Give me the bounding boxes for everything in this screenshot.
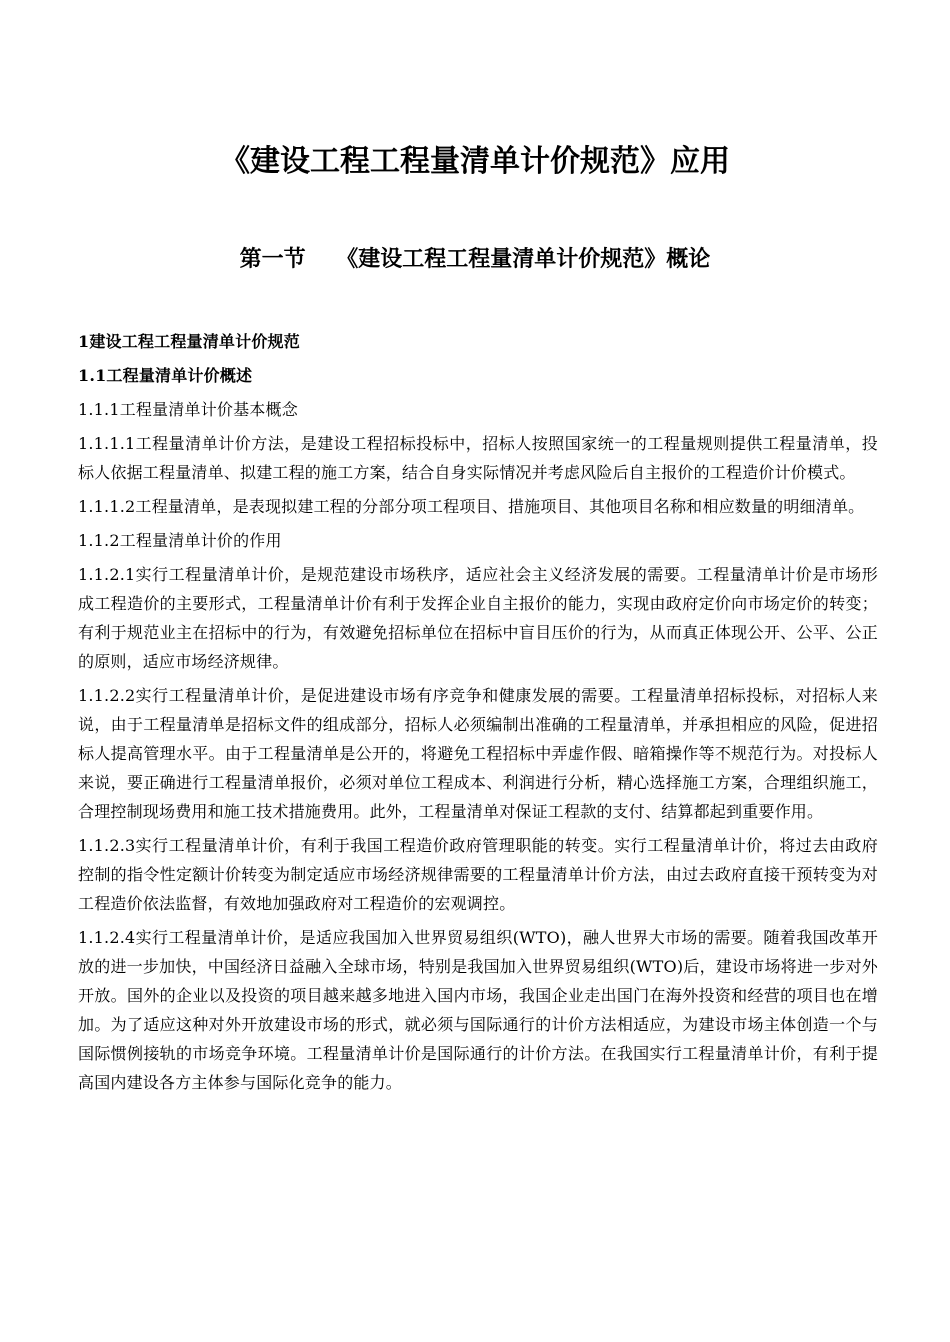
paragraph: 1.1.2.1实行工程量清单计价，是规范建设市场秩序，适应社会主义经济发展的需要。工程量清单计价是市场形成工程造价的主要形式，工程量清单计价有利于发挥企业自主报价的能力，实现由政府定价向市场定价的转变；有利于规范业主在招标中的行为，有效避免招标单位在招标中盲目压价的行为，从而真正体现公开、公平、公正的原则，适应市场经济规律。 xyxy=(78,565,878,671)
paragraph: 1.1.2.2实行工程量清单计价，是促进建设市场有序竞争和健康发展的需要。工程量清单招标投标，对招标人来说，由于工程量清单是招标文件的组成部分，招标人必须编制出准确的工程量清单，并承担相应的风险，促进招标人提高管理水平。由于工程量清单是公开的，将避免工程招标中弄虚作假、暗箱操作等不规范行为。对投标人来说，要正确进行工程量清单报价，必须对单位工程成本、利润进行分析，精心选择施工方案，合理组织施工，合理控制现场费用和施工技术措施费用。此外，工程量清单对保证工程款的支付、结算都起到重要作用。 xyxy=(78,686,878,821)
paragraph: 1.1.2工程量清单计价的作用 xyxy=(78,531,282,550)
document-body xyxy=(78,327,878,1102)
paragraph: 1.1.1.1工程量清单计价方法，是建设工程招标投标中，招标人按照国家统一的工程量规则提供工程量清单，投标人依据工程量清单、拟建工程的施工方案，结合自身实际情况并考虑风险后自主报价的工程造价计价模式。 xyxy=(78,434,878,482)
document-title: 《建设工程工程量清单计价规范》应用 xyxy=(220,144,730,179)
paragraph: 1建设工程工程量清单计价规范 xyxy=(78,332,300,351)
paragraph: 1.1.1工程量清单计价基本概念 xyxy=(78,400,298,419)
paragraph: 1.1.1.2工程量清单，是表现拟建工程的分部分项工程项目、措施项目、其他项目名称和相应数量的明细清单。 xyxy=(78,497,865,516)
paragraph: 1.1.2.4实行工程量清单计价，是适应我国加入世界贸易组织(WTO)，融人世界大市场的需要。随着我国改革开放的进一步加快，中国经济日益融入全球市场，特别是我国加入世界贸易组织(WTO)后，建设市场将进一步对外开放。国外的企业以及投资的项目越来越多地进入国内市场，我国企业走出国门在海外投资和经营的项目也在增加。为了适应这种对外开放建设市场的形式，就必须与国际通行的计价方法相适应，为建设市场主体创造一个与国际惯例接轨的市场竞争环境。工程量清单计价是国际通行的计价方法。在我国实行工程量清单计价，有利于提高国内建设各方主体参与国际化竞争的能力。 xyxy=(78,928,878,1092)
paragraph: 1.1.2.3实行工程量清单计价，有利于我国工程造价政府管理职能的转变。实行工程量清单计价，将过去由政府控制的指令性定额计价转变为制定适应市场经济规律需要的工程量清单计价方法，由过去政府直接干预转变为对工程造价依法监督，有效地加强政府对工程造价的宏观调控。 xyxy=(78,836,878,913)
section-title: 第一节 《建设工程工程量清单计价规范》概论 xyxy=(239,247,711,272)
paragraph: 1.1工程量清单计价概述 xyxy=(78,366,253,385)
